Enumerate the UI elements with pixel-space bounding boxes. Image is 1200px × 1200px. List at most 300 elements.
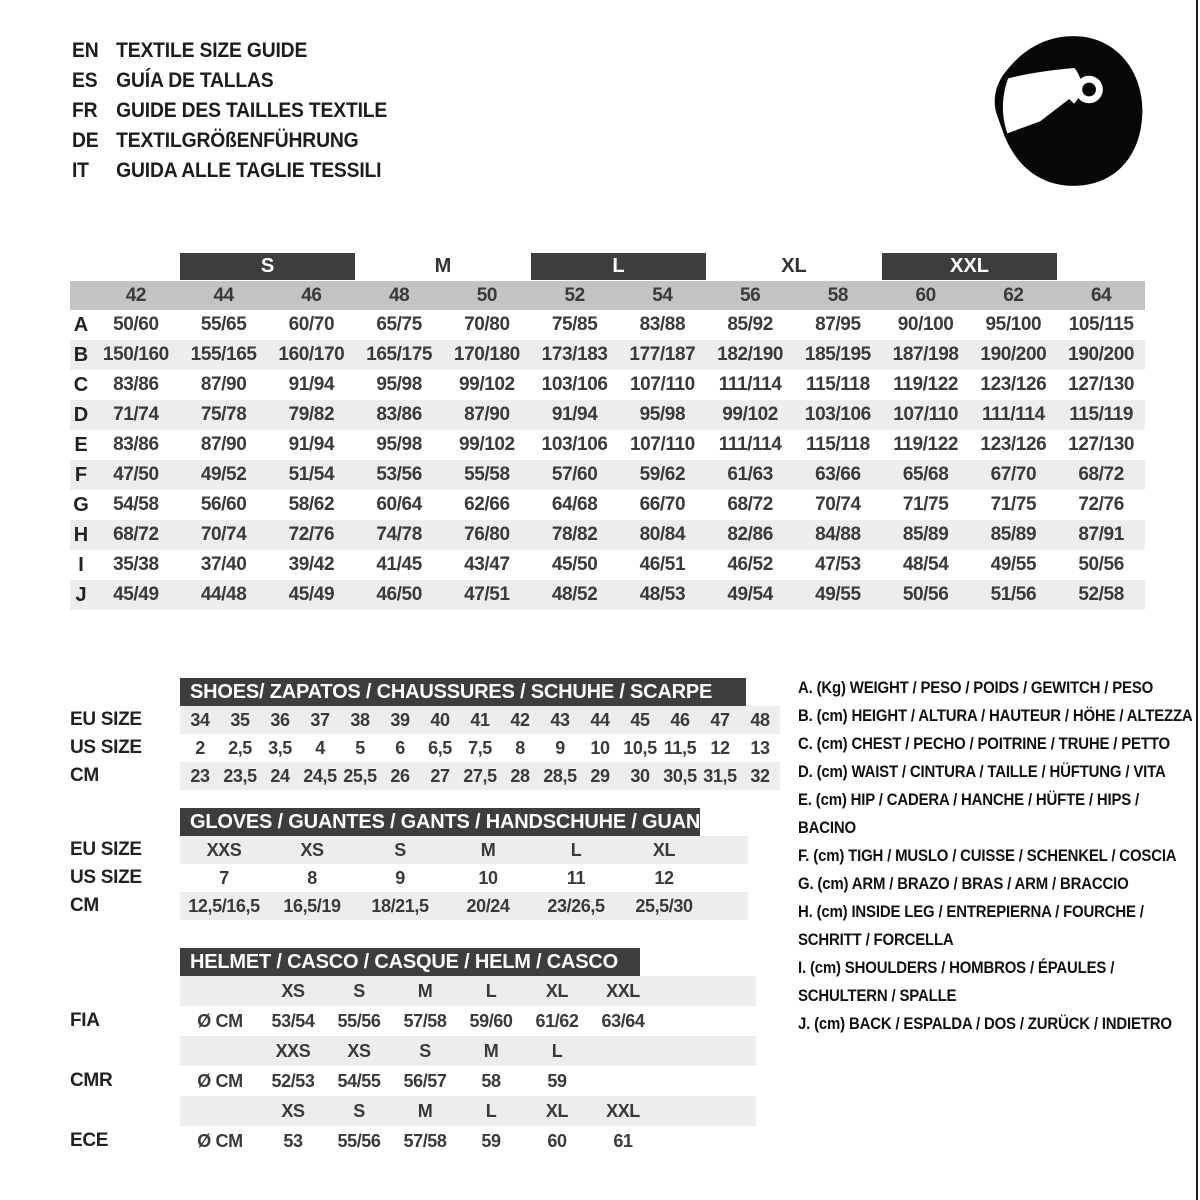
textile-row-g [70, 490, 1145, 520]
size-value-cell: 42 [510, 709, 530, 730]
numeric-size-cell: 48 [388, 284, 410, 306]
textile-row-h [70, 520, 1145, 550]
size-cell: 119/122 [893, 434, 959, 455]
size-cell: 119/122 [893, 374, 959, 395]
size-value-cell: 29 [590, 765, 610, 786]
numeric-size-cell: 52 [564, 284, 585, 306]
row-letter: A [73, 313, 89, 336]
size-value-cell: XL [545, 980, 569, 1001]
size-cell: 107/110 [629, 374, 695, 395]
size-value-cell: 30,5 [663, 765, 697, 786]
size-cell: 60/70 [288, 314, 335, 335]
size-value-cell: 63/64 [601, 1010, 645, 1031]
size-cell: 63/66 [815, 464, 861, 485]
size-value-cell: 2,5 [228, 737, 252, 758]
legend-item: I. (cm) SHOULDERS / HOMBROS / ÉPAULES / SCHULTERN / SPALLE [798, 958, 1115, 1005]
size-cell: 79/82 [288, 404, 335, 425]
size-cell: 95/98 [376, 434, 422, 455]
legend-item: C. (cm) CHEST / PECHO / POITRINE / TRUHE / PETTO [798, 734, 1170, 753]
row-band [180, 892, 748, 920]
size-cell: 87/90 [200, 374, 247, 395]
size-cell: 57/60 [551, 464, 598, 485]
row-label: FIA [70, 1010, 100, 1031]
legend-item: B. (cm) HEIGHT / ALTURA / HAUTEUR / HÖHE / ALTEZZA [798, 706, 1193, 725]
size-cell: 103/106 [541, 374, 608, 395]
size-cell: 45/49 [288, 584, 335, 605]
size-value-cell: XL [652, 839, 676, 860]
size-cell: 123/126 [980, 434, 1047, 455]
size-value-cell: 10 [590, 737, 610, 758]
language-row [72, 66, 387, 96]
size-cell: 99/102 [459, 434, 515, 455]
size-cell: 39/42 [288, 554, 335, 575]
size-cell: 51/54 [288, 464, 335, 485]
size-value-cell: Ø CM [197, 1070, 243, 1091]
language-row [72, 36, 387, 66]
numeric-size-cell: 58 [827, 284, 849, 306]
size-value-cell: 59 [547, 1070, 567, 1091]
size-cell: 50/56 [902, 584, 949, 605]
size-value-cell: 2 [195, 737, 205, 758]
size-value-cell: S [394, 839, 406, 860]
size-cell: 170/180 [453, 344, 520, 365]
language-code: DE [72, 129, 99, 152]
size-cell: 41/45 [376, 554, 422, 575]
size-value-cell: 28 [510, 765, 530, 786]
textile-row-e [70, 430, 1145, 460]
row-label: US SIZE [70, 867, 142, 888]
size-cell: 44/48 [200, 584, 247, 605]
size-cell: 190/200 [980, 344, 1047, 365]
size-value-cell: 8 [515, 737, 525, 758]
size-cell: 82/86 [727, 524, 773, 545]
size-group-s: S [180, 253, 356, 280]
size-value-cell: 38 [350, 709, 370, 730]
size-cell: 48/53 [639, 584, 686, 605]
size-cell: 87/91 [1078, 524, 1124, 545]
size-value-cell: XXS [275, 1040, 311, 1061]
section-rows [70, 836, 748, 920]
size-cell: 87/90 [464, 404, 510, 425]
size-cell: 47/51 [464, 584, 510, 605]
size-cell: 182/190 [717, 344, 784, 365]
size-value-cell: 8 [307, 867, 317, 888]
size-cell: 87/90 [200, 434, 247, 455]
size-value-cell: M [417, 1100, 433, 1121]
language-row [72, 126, 387, 156]
size-cell: 99/102 [722, 404, 778, 425]
size-groups-row [70, 253, 1145, 280]
size-value-cell: 57/58 [403, 1010, 447, 1031]
numeric-size-cell: 46 [301, 284, 322, 306]
helmet-row [70, 1036, 756, 1066]
language-header [72, 36, 387, 186]
row-band [180, 836, 748, 864]
size-cell: 127/130 [1068, 434, 1135, 455]
size-value-cell: 12,5/16,5 [188, 895, 260, 916]
size-value-cell: 59 [481, 1130, 501, 1151]
size-cell: 165/175 [366, 344, 433, 365]
size-cell: 177/187 [629, 344, 696, 365]
numeric-sizes-row [70, 281, 1145, 310]
size-cell: 55/65 [200, 314, 247, 335]
size-cell: 90/100 [897, 314, 954, 335]
shoes-row [70, 706, 780, 734]
row-letter: I [78, 553, 84, 576]
size-value-cell: 10,5 [623, 737, 657, 758]
row-band [180, 706, 780, 734]
size-value-cell: 27,5 [463, 765, 497, 786]
size-cell: 60/64 [376, 494, 422, 515]
size-cell: 160/170 [278, 344, 345, 365]
size-cell: 72/76 [1078, 494, 1124, 515]
size-group-xl: XL [781, 255, 807, 277]
row-letter: E [74, 433, 88, 456]
size-cell: 91/94 [288, 434, 335, 455]
size-cell: 68/72 [113, 524, 159, 545]
size-cell: 190/200 [1068, 344, 1135, 365]
size-cell: 91/94 [551, 404, 598, 425]
size-value-cell: XS [281, 1100, 305, 1121]
size-cell: 75/78 [200, 404, 247, 425]
legend-item: A. (Kg) WEIGHT / PESO / POIDS / GEWITCH / PESO [798, 678, 1154, 697]
row-letter: C [73, 373, 89, 396]
size-cell: 65/75 [376, 314, 422, 335]
size-cell: 43/47 [464, 554, 510, 575]
row-label: CMR [70, 1070, 113, 1091]
size-cell: 87/95 [815, 314, 861, 335]
size-value-cell: 40 [430, 709, 450, 730]
size-cell: 95/100 [985, 314, 1042, 335]
size-value-cell: 9 [555, 737, 565, 758]
language-title: GUÍA DE TALLAS [116, 69, 274, 92]
size-value-cell: Ø CM [197, 1010, 243, 1031]
size-value-cell: 23,5 [223, 765, 257, 786]
size-value-cell: 18/21,5 [371, 895, 429, 916]
size-value-cell: 41 [470, 709, 490, 730]
size-value-cell: 12 [654, 867, 674, 888]
textile-size-table [70, 253, 1145, 610]
row-letter: J [75, 583, 87, 606]
language-row [72, 156, 387, 186]
legend [798, 674, 1196, 1038]
size-cell: 111/114 [718, 434, 782, 455]
size-cell: 35/38 [113, 554, 159, 575]
size-cell: 37/40 [200, 554, 247, 575]
textile-row-j [70, 580, 1145, 610]
textile-row-i [70, 550, 1145, 580]
size-cell: 52/58 [1078, 584, 1124, 605]
size-cell: 115/118 [805, 374, 870, 395]
size-value-cell: 53 [283, 1130, 303, 1151]
row-letter: F [74, 463, 88, 486]
size-cell: 71/75 [902, 494, 949, 515]
size-cell: 48/54 [902, 554, 949, 575]
size-value-cell: 25,5/30 [635, 895, 693, 916]
size-value-cell: XL [545, 1100, 569, 1121]
size-value-cell: 36 [270, 709, 290, 730]
language-title: TEXTILE SIZE GUIDE [116, 39, 308, 62]
size-value-cell: 10 [478, 867, 498, 888]
size-value-cell: 12 [710, 737, 730, 758]
size-cell: 84/88 [815, 524, 861, 545]
size-cell: 78/82 [551, 524, 598, 545]
size-cell: 67/70 [990, 464, 1037, 485]
size-value-cell: 11,5 [663, 737, 697, 758]
size-cell: 111/114 [982, 404, 1045, 425]
size-cell: 64/68 [551, 494, 598, 515]
language-title: GUIDA ALLE TAGLIE TESSILI [116, 159, 382, 182]
size-value-cell: 23/26,5 [547, 895, 605, 916]
size-value-cell: 35 [230, 709, 250, 730]
size-value-cell: 53/54 [271, 1010, 315, 1031]
shoes-row [70, 734, 780, 762]
size-value-cell: 4 [315, 737, 325, 758]
numeric-size-cell: 42 [125, 284, 147, 306]
size-value-cell: 16,5/19 [283, 895, 341, 916]
size-cell: 83/86 [113, 374, 159, 395]
row-band [180, 1126, 756, 1156]
size-value-cell: 13 [750, 737, 770, 758]
gloves-row [70, 836, 748, 864]
size-value-cell: 58 [481, 1070, 501, 1091]
size-cell: 85/89 [990, 524, 1037, 545]
size-cell: 95/98 [376, 374, 422, 395]
size-value-cell: 9 [395, 867, 405, 888]
row-label: ECE [70, 1130, 109, 1151]
size-cell: 51/56 [990, 584, 1037, 605]
size-value-cell: 54/55 [337, 1070, 381, 1091]
size-group-l: L [531, 253, 707, 280]
row-letter: H [73, 523, 89, 546]
size-value-cell: M [480, 839, 496, 860]
size-cell: 71/74 [113, 404, 159, 425]
size-cell: 115/118 [805, 434, 870, 455]
shoes-title: SHOES/ ZAPATOS / CHAUSSURES / SCHUHE / SCARPE [190, 680, 713, 703]
size-value-cell: 55/56 [337, 1010, 381, 1031]
gloves-row [70, 864, 748, 892]
size-value-cell: 24,5 [303, 765, 337, 786]
legend-item: E. (cm) HIP / CADERA / HANCHE / HÜFTE / HIPS / BACINO [798, 790, 1140, 837]
size-value-cell: L [485, 1100, 497, 1121]
size-cell: 103/106 [804, 404, 871, 425]
size-cell: 107/110 [893, 404, 959, 425]
size-cell: 83/88 [639, 314, 686, 335]
size-cell: 80/84 [639, 524, 686, 545]
size-cell: 68/72 [727, 494, 773, 515]
size-value-cell: 59/60 [469, 1010, 513, 1031]
size-cell: 48/52 [551, 584, 598, 605]
row-label: EU SIZE [70, 839, 142, 860]
size-cell: 59/62 [639, 464, 686, 485]
size-cell: 115/119 [1069, 404, 1134, 425]
size-cell: 85/92 [727, 314, 773, 335]
language-title: TEXTILGRÖßENFÜHRUNG [116, 129, 359, 152]
row-label: EU SIZE [70, 709, 142, 730]
size-value-cell: 6,5 [428, 737, 452, 758]
textile-row-c [70, 370, 1145, 400]
row-label: CM [70, 765, 99, 786]
size-value-cell: 52/53 [271, 1070, 315, 1091]
helmet-row [70, 1066, 756, 1096]
size-value-cell: 23 [190, 765, 210, 786]
size-value-cell: XXS [206, 839, 242, 860]
row-label: CM [70, 895, 99, 916]
size-value-cell: 55/56 [337, 1130, 381, 1151]
textile-row-b [70, 340, 1145, 370]
size-cell: 47/53 [815, 554, 861, 575]
size-cell: 49/55 [815, 584, 861, 605]
size-value-cell: 34 [190, 709, 210, 730]
size-value-cell: XS [300, 839, 324, 860]
helmet-row [70, 1006, 756, 1036]
size-value-cell: 26 [390, 765, 410, 786]
shoes-title-bar [180, 678, 746, 706]
helmet-row [70, 976, 756, 1006]
numeric-size-cell: 54 [652, 284, 673, 306]
textile-row-a [70, 310, 1145, 340]
row-band [180, 1006, 756, 1036]
helmet-row [70, 1096, 756, 1126]
size-value-cell: L [570, 839, 582, 860]
size-cell: 47/50 [113, 464, 159, 485]
language-code: EN [72, 39, 99, 62]
size-cell: 50/56 [1078, 554, 1124, 575]
size-cell: 103/106 [541, 434, 608, 455]
size-value-cell: 46 [670, 709, 690, 730]
size-value-cell: 7 [219, 867, 229, 888]
legend-item: D. (cm) WAIST / CINTURA / TAILLE / HÜFTUNG / VITA [798, 762, 1166, 781]
numeric-size-cell: 56 [739, 284, 761, 306]
size-value-cell: 45 [630, 709, 650, 730]
size-cell: 45/50 [551, 554, 598, 575]
row-letter: D [73, 403, 89, 426]
size-value-cell: L [551, 1040, 563, 1061]
size-cell: 61/63 [727, 464, 773, 485]
size-cell: 49/54 [727, 584, 773, 605]
size-value-cell: XXL [606, 980, 640, 1001]
gloves-section [70, 808, 748, 920]
size-cell: 150/160 [102, 344, 169, 365]
size-value-cell: 30 [630, 765, 650, 786]
size-cell: 66/70 [639, 494, 686, 515]
size-cell: 45/49 [113, 584, 159, 605]
size-value-cell: S [419, 1040, 431, 1061]
legend-item: J. (cm) BACK / ESPALDA / DOS / ZURÜCK / INDIETRO [798, 1014, 1172, 1033]
size-value-cell: XXL [606, 1100, 640, 1121]
row-band [180, 864, 748, 892]
page-edge-line [1196, 0, 1198, 1200]
size-value-cell: 39 [390, 709, 410, 730]
size-cell: 105/115 [1068, 314, 1134, 335]
size-cell: 127/130 [1068, 374, 1135, 395]
size-cell: 99/102 [459, 374, 515, 395]
size-value-cell: 25,5 [343, 765, 377, 786]
shoes-row [70, 762, 780, 790]
size-cell: 72/76 [288, 524, 335, 545]
size-cell: 187/198 [892, 344, 959, 365]
textile-rows [70, 310, 1145, 610]
row-band [180, 1096, 756, 1126]
size-cell: 54/58 [113, 494, 159, 515]
helmet-section [70, 948, 756, 1156]
row-band [180, 762, 780, 790]
size-cell: 111/114 [718, 374, 782, 395]
size-cell: 71/75 [990, 494, 1037, 515]
size-cell: 46/51 [639, 554, 686, 575]
size-group-m: M [434, 255, 452, 277]
textile-row-d [70, 400, 1145, 430]
helmet-title: HELMET / CASCO / CASQUE / HELM / CASCO [190, 950, 618, 973]
size-value-cell: 47 [710, 709, 730, 730]
numeric-size-cell: 60 [915, 284, 936, 306]
size-value-cell: 7,5 [468, 737, 492, 758]
language-title: GUIDE DES TAILLES TEXTILE [116, 99, 388, 122]
size-cell: 70/74 [200, 524, 247, 545]
textile-row-f [70, 460, 1145, 490]
size-cell: 123/126 [980, 374, 1047, 395]
numeric-size-cell: 50 [476, 284, 498, 306]
size-value-cell: 37 [310, 709, 330, 730]
size-value-cell: XS [347, 1040, 371, 1061]
size-cell: 55/58 [464, 464, 510, 485]
row-band [180, 1036, 756, 1066]
language-row [72, 96, 387, 126]
size-cell: 46/50 [376, 584, 422, 605]
language-code: ES [72, 69, 98, 92]
size-cell: 185/195 [804, 344, 871, 365]
legend-item: H. (cm) INSIDE LEG / ENTREPIERNA / FOURCHE / SCHRITT / FORCELLA [798, 902, 1144, 949]
size-cell: 58/62 [288, 494, 335, 515]
language-code: FR [72, 99, 98, 122]
row-label: US SIZE [70, 737, 142, 758]
size-cell: 83/86 [376, 404, 422, 425]
size-value-cell: 43 [550, 709, 570, 730]
size-cell: 173/183 [541, 344, 608, 365]
size-value-cell: 44 [590, 709, 610, 730]
size-cell: 107/110 [629, 434, 695, 455]
size-value-cell: 5 [355, 737, 365, 758]
row-letter: G [73, 493, 89, 516]
size-value-cell: 27 [430, 765, 450, 786]
size-value-cell: XS [281, 980, 305, 1001]
size-value-cell: 24 [270, 765, 290, 786]
language-code: IT [72, 159, 89, 182]
size-value-cell: S [353, 1100, 365, 1121]
size-value-cell: Ø CM [197, 1130, 243, 1151]
size-cell: 74/78 [376, 524, 422, 545]
size-value-cell: 11 [566, 867, 586, 888]
size-cell: 53/56 [376, 464, 422, 485]
legend-item: G. (cm) ARM / BRAZO / BRAS / ARM / BRACCIO [798, 874, 1129, 893]
numeric-size-cell: 64 [1090, 284, 1112, 306]
size-cell: 95/98 [639, 404, 686, 425]
shoes-section [70, 678, 780, 790]
size-cell: 49/52 [200, 464, 247, 485]
size-value-cell: 61/62 [535, 1010, 579, 1031]
size-value-cell: 48 [750, 709, 770, 730]
section-rows [70, 706, 780, 790]
size-cell: 76/80 [464, 524, 510, 545]
size-value-cell: 3,5 [268, 737, 292, 758]
size-value-cell: 31,5 [703, 765, 737, 786]
helmet-row [70, 1126, 756, 1156]
gloves-title: GLOVES / GUANTES / GANTS / HANDSCHUHE / GUANTI [190, 810, 718, 833]
row-band [180, 1066, 756, 1096]
size-cell: 46/52 [727, 554, 773, 575]
size-cell: 83/86 [113, 434, 159, 455]
size-cell: 70/74 [815, 494, 861, 515]
